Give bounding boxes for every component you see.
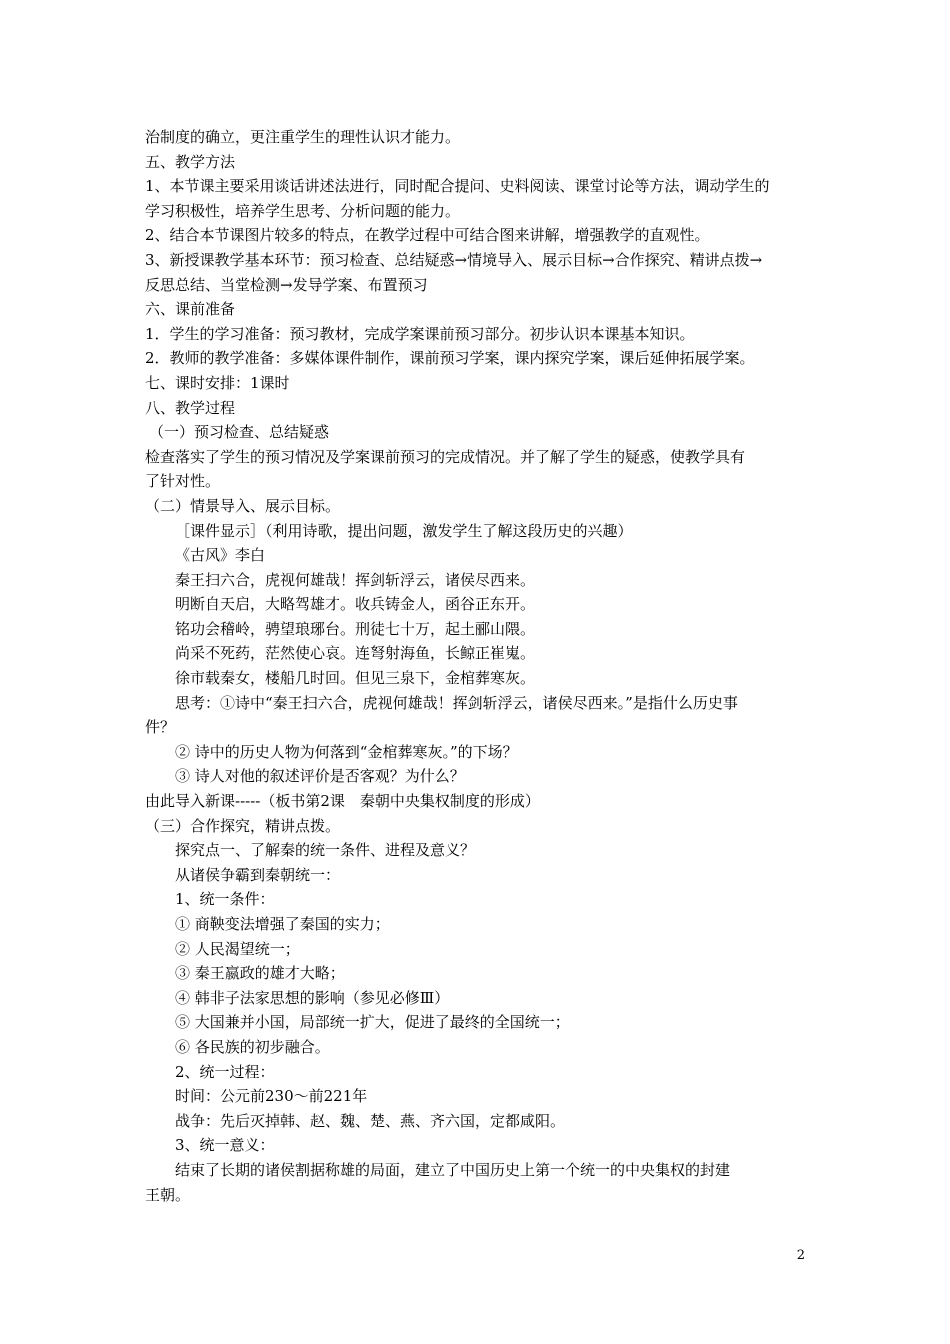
text-line: 结束了长期的诸侯割据称雄的局面，建立了中国历史上第一个统一的中央集权的封建 bbox=[175, 1160, 731, 1179]
text-line: 1、本节课主要采用谈话讲述法进行，同时配合提问、史料阅读、课堂讨论等方法，调动学生的 bbox=[145, 177, 770, 196]
document-body bbox=[145, 125, 810, 1207]
text-line: 2、统一过程： bbox=[175, 1062, 275, 1081]
text-line: 2．教师的教学准备：多媒体课件制作，课前预习学案，课内探究学案，课后延伸拓展学案。 bbox=[145, 349, 755, 368]
text-line: 王朝。 bbox=[145, 1185, 191, 1204]
list-item: ⑤ 大国兼并小国，局部统一扩大，促进了最终的全国统一； bbox=[175, 1013, 570, 1032]
text-line: 反思总结、当堂检测→发导学案、布置预习 bbox=[145, 275, 428, 294]
list-item: ④ 韩非子法家思想的影响（参见必修Ⅲ） bbox=[175, 988, 450, 1007]
subsection-heading: （二）情景导入、展示目标。 bbox=[145, 496, 341, 515]
text-line: 学习积极性，培养学生思考、分析问题的能力。 bbox=[145, 201, 461, 220]
text-line: 由此导入新课-----（板书第2课 秦朝中央集权制度的形成） bbox=[145, 792, 540, 811]
question-line: 思考：①诗中“秦王扫六合，虎视何雄哉！挥剑斩浮云，诸侯尽西来。”是指什么历史事 bbox=[175, 693, 738, 712]
poem-line: 明断自天启，大略驾雄才。收兵铸金人，函谷正东开。 bbox=[175, 595, 536, 614]
text-line: 3、统一意义： bbox=[175, 1136, 275, 1155]
poem-line: 徐市载秦女，楼船几时回。但见三泉下，金棺葬寒灰。 bbox=[175, 669, 536, 688]
text-line: ［课件显示］（利用诗歌，提出问题，激发学生了解这段历史的兴趣） bbox=[175, 521, 633, 540]
list-item: ② 人民渴望统一； bbox=[175, 939, 300, 958]
text-line: 战争：先后灭掉韩、赵、魏、楚、燕、齐六国，定都咸阳。 bbox=[175, 1111, 566, 1130]
list-item: ⑥ 各民族的初步融合。 bbox=[175, 1037, 330, 1056]
subsection-heading: （一）预习检查、总结疑惑 bbox=[149, 423, 330, 442]
text-line: 件？ bbox=[145, 718, 176, 737]
section-heading: 七、课时安排：1课时 bbox=[145, 373, 290, 392]
page-number: 2 bbox=[796, 1248, 805, 1263]
section-heading: 八、教学过程 bbox=[145, 398, 236, 417]
list-item: ③ 秦王嬴政的雄才大略； bbox=[175, 964, 345, 983]
text-line: 2、结合本节课图片较多的特点，在教学过程中可结合图来讲解，增强教学的直观性。 bbox=[145, 226, 710, 245]
question-line: ② 诗中的历史人物为何落到“金棺葬寒灰。”的下场？ bbox=[175, 742, 518, 761]
text-line: 1．学生的学习准备：预习教材，完成学案课前预习部分。初步认识本课基本知识。 bbox=[145, 324, 695, 343]
text-line: 1、统一条件： bbox=[175, 890, 275, 909]
text-line: 探究点一、了解秦的统一条件、进程及意义？ bbox=[175, 841, 476, 860]
poem-line: 秦王扫六合，虎视何雄哉！挥剑斩浮云，诸侯尽西来。 bbox=[175, 570, 536, 589]
subsection-heading: （三）合作探究，精讲点拨。 bbox=[145, 816, 341, 835]
question-line: ③ 诗人对他的叙述评价是否客观？为什么？ bbox=[175, 767, 465, 786]
section-heading: 六、课前准备 bbox=[145, 300, 236, 319]
poem-title: 《古风》李白 bbox=[175, 546, 266, 565]
text-line: 时间：公元前230～前221年 bbox=[175, 1087, 368, 1106]
section-heading: 五、教学方法 bbox=[145, 152, 236, 171]
text-line: 了针对性。 bbox=[145, 472, 221, 491]
poem-line: 尚采不死药，茫然使心哀。连弩射海鱼，长鲸正崔嵬。 bbox=[175, 644, 536, 663]
text-line: 治制度的确立，更注重学生的理性认识才能力。 bbox=[145, 128, 461, 146]
text-line: 检查落实了学生的预习情况及学案课前预习的完成情况。并了解了学生的疑惑，使教学具有 bbox=[145, 447, 746, 466]
text-line: 从诸侯争霸到秦朝统一： bbox=[175, 865, 341, 884]
list-item: ① 商鞅变法增强了秦国的实力； bbox=[175, 915, 390, 933]
text-line: 3、新授课教学基本环节：预习检查、总结疑惑→情境导入、展示目标→合作探究、精讲点拨→ bbox=[145, 250, 763, 269]
poem-line: 铭功会稽岭，骋望琅琊台。刑徒七十万，起土郦山隈。 bbox=[175, 619, 536, 638]
